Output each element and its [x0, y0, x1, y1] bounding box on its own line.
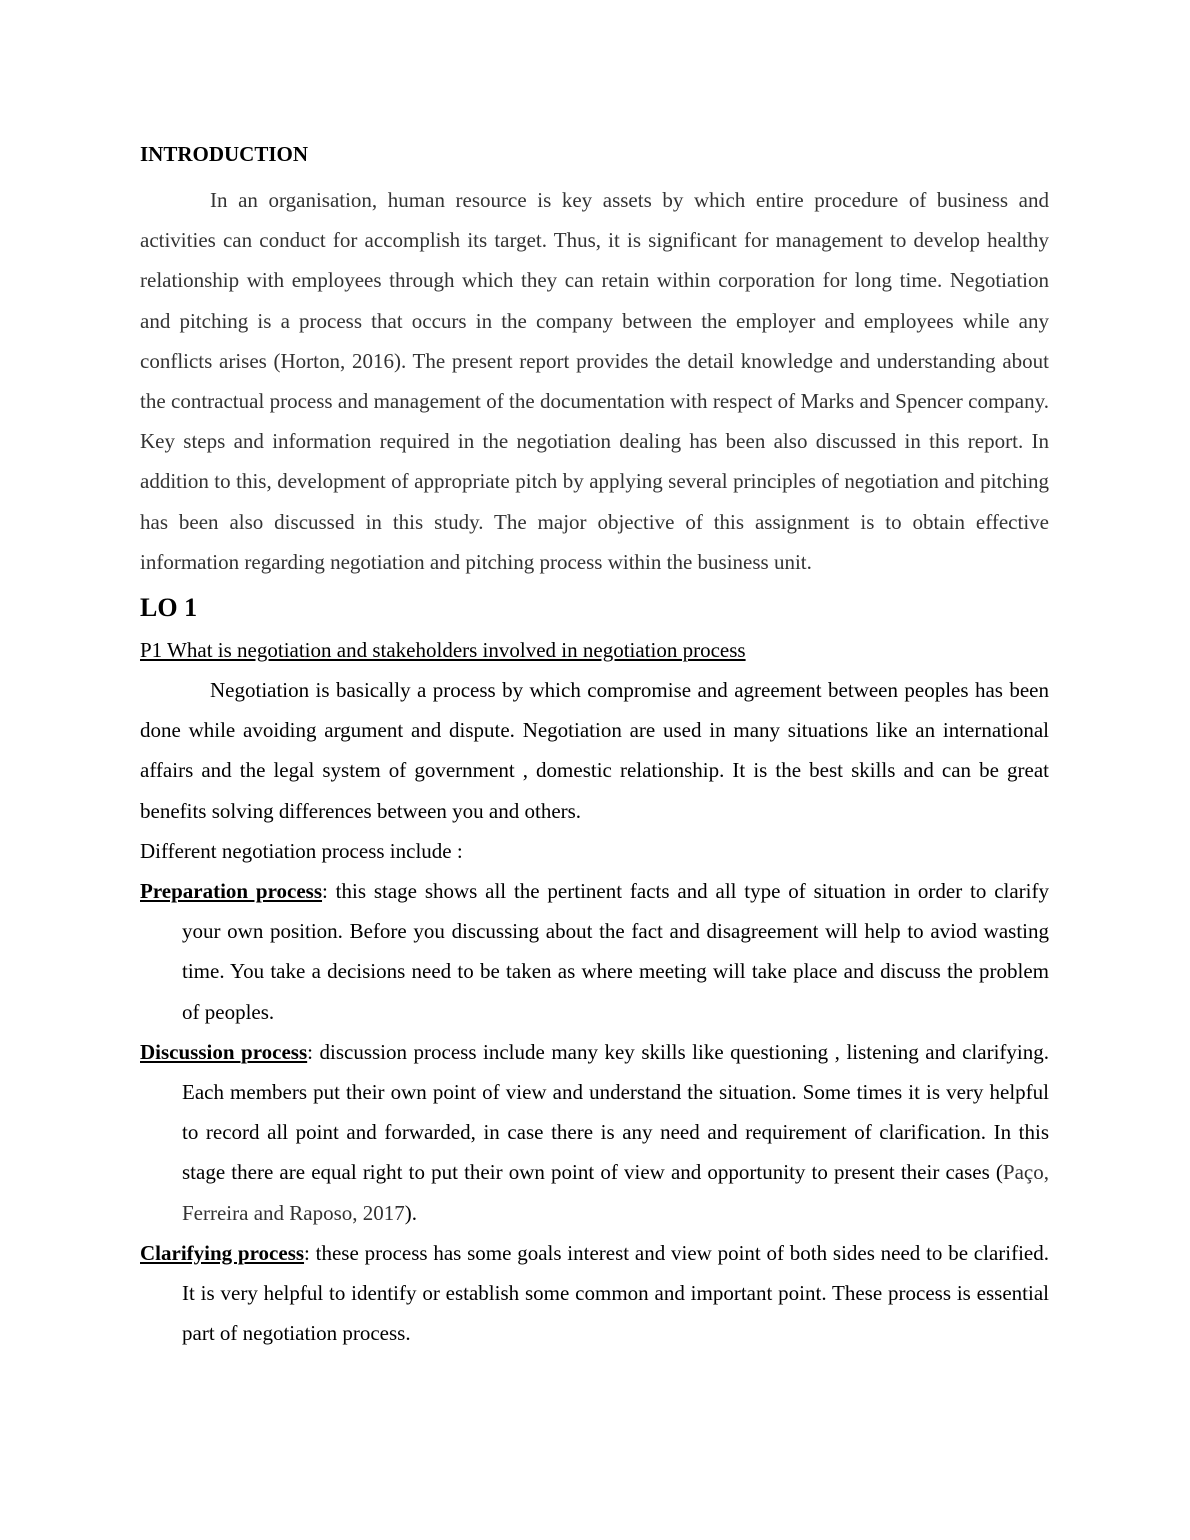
negotiation-definition-paragraph: Negotiation is basically a process by which compromise and agreement between peoples has been done while avoiding argument and dispute. Negotiation are used in many situations like an international affairs and the legal system of government , domestic relationship. It is the best skills and can be great benefits solving differences between you and others. — [140, 678, 1049, 823]
process-description-end: ). — [404, 1200, 418, 1225]
process-description: : these process has some goals interest and view point of both sides need to be clarified. It is very helpful to identify or establish some common and important point. These process is essential part of negotiation process. — [182, 1240, 1049, 1346]
process-description: : discussion process include many key skills like questioning , listening and clarifying. Each members put their own point of view and understand the situation. Some times it is very helpful to record all point and forwarded, in case there is any need and requirement of clarification. In this stage there are equal right to put their own point of view and opportunity to present their cases ( — [182, 1039, 1049, 1185]
introduction-heading: INTRODUCTION — [140, 142, 309, 166]
introduction-paragraph: In an organisation, human resource is key assets by which entire procedure of business and activities can conduct for accomplish its target. Thus, it is significant for management to develop healthy relationship with employees through which they can retain within corporation for long time. Negotiation and pitching is a process that occurs in the company between the employer and employees while any conflicts arises (Horton, 2016). The present report provides the detail knowledge and understanding about the contractual process and management of the documentation with respect of Marks and Spencer company. Key steps and information required in the negotiation dealing has been also discussed in this report. In addition to this, development of appropriate pitch by applying several principles of negotiation and pitching has been also discussed in this study. The major objective of this assignment is to obtain effective information regarding negotiation and pitching process within the business unit. — [140, 188, 1049, 574]
process-term: Discussion process — [140, 1039, 308, 1064]
document-page — [140, 139, 1049, 1353]
process-item-preparation — [140, 871, 1049, 1032]
process-list-intro: Different negotiation process include : — [140, 838, 463, 863]
process-description: : this stage shows all the pertinent facts and all type of situation in order to clarify your own position. Before you discussing about the fact and disagreement will help to aviod wasting time. You take a decisions need to be taken as where meeting will take place and discuss the problem of peoples. — [182, 879, 1049, 1024]
process-term: Clarifying process — [140, 1240, 305, 1265]
p1-subheading: P1 What is negotiation and stakeholders involved in negotiation process — [140, 638, 746, 663]
lo1-heading: LO 1 — [140, 593, 198, 623]
process-item-discussion — [140, 1032, 1049, 1233]
citation: Paço, Ferreira and Raposo, 2017 — [182, 1160, 1049, 1225]
process-item-clarifying — [140, 1233, 1049, 1354]
process-term: Preparation process — [140, 879, 323, 904]
